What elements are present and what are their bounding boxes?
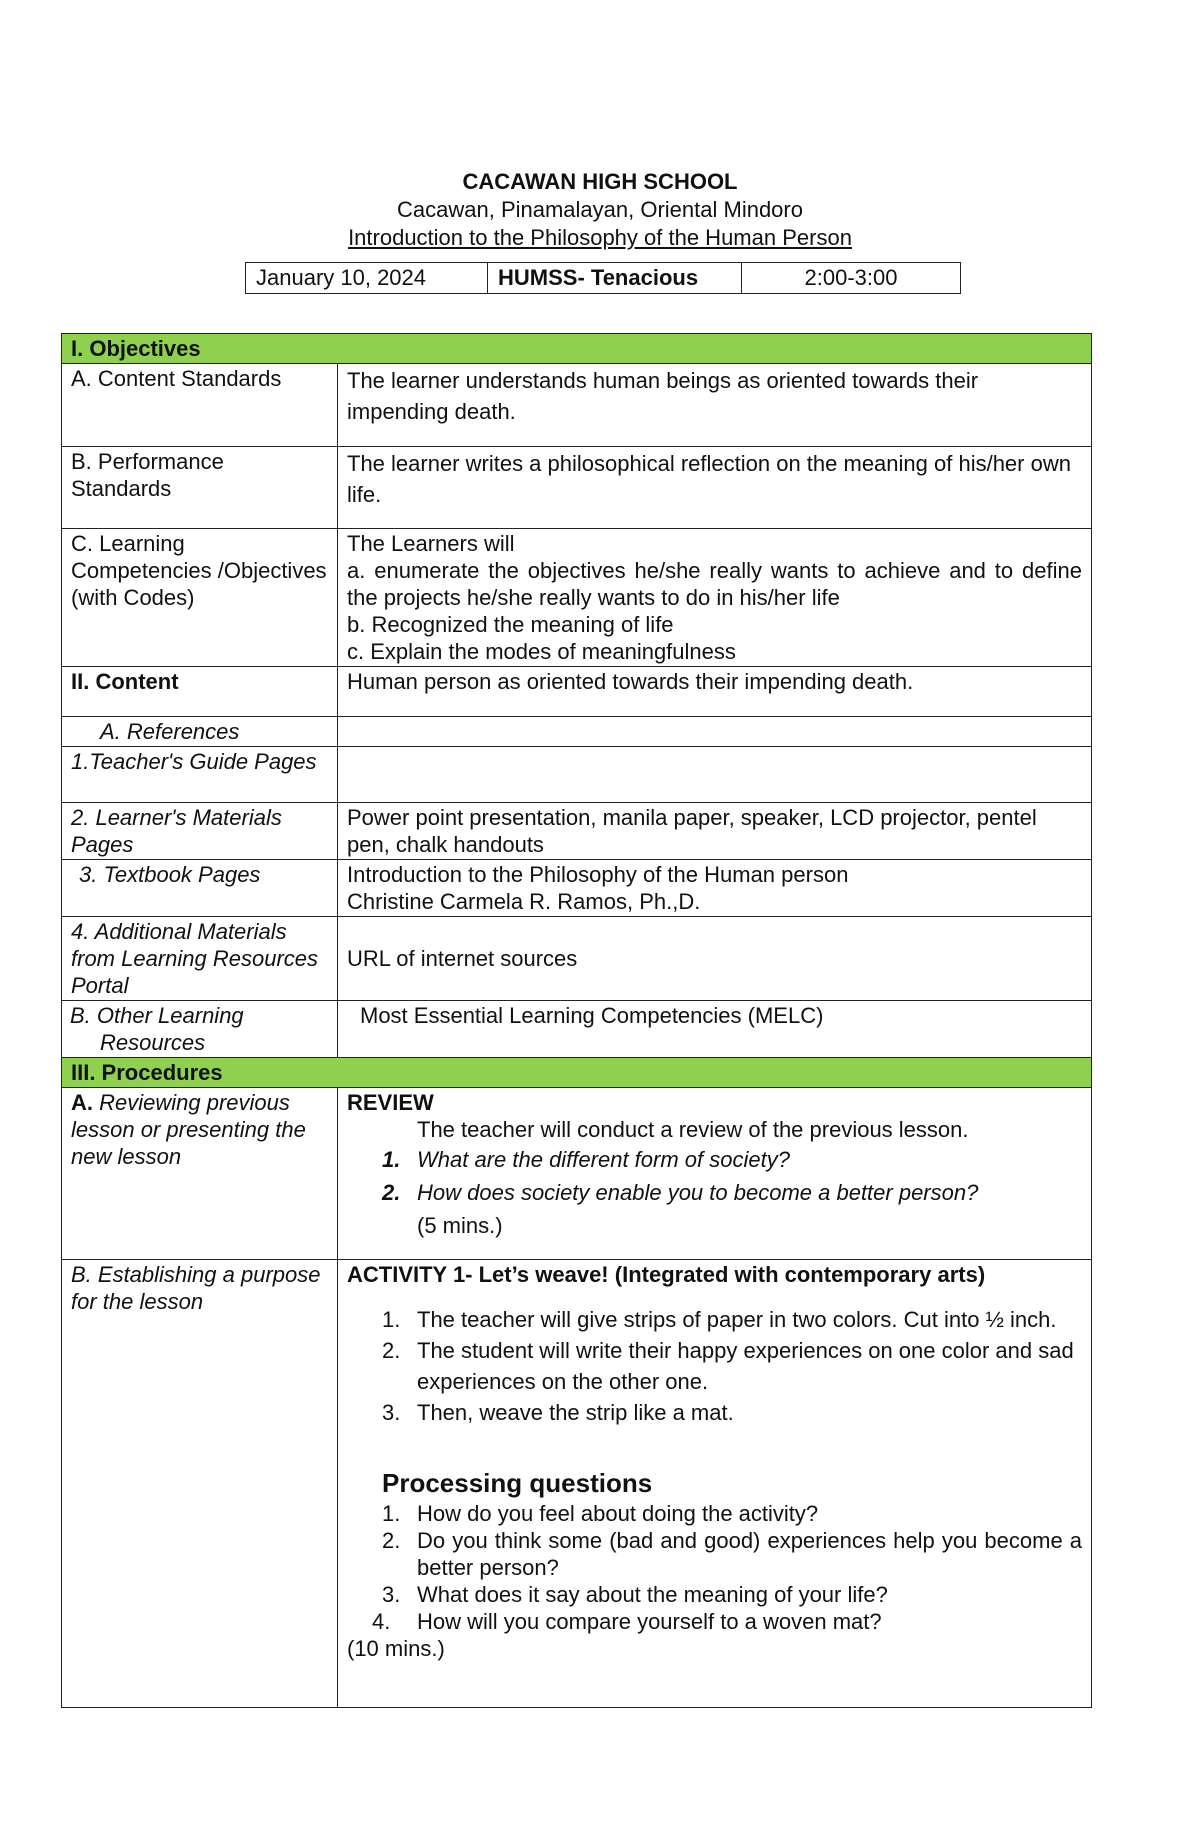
textbook-row bbox=[62, 860, 1092, 917]
activity-step bbox=[347, 1304, 1082, 1335]
question-text: Do you think some (bad and good) experiences help you become a better person? bbox=[417, 1528, 1082, 1580]
content-standards-text: The learner understands human beings as oriented towards their impending death. bbox=[338, 364, 1092, 447]
question-number: 2. bbox=[382, 1528, 401, 1553]
question-text: How do you feel about doing the activity? bbox=[417, 1501, 819, 1526]
competencies-label: C. Learning Competencies /Objectives (with Codes) bbox=[62, 529, 338, 667]
teachers-guide-label: 1.Teacher's Guide Pages bbox=[62, 747, 338, 803]
objectives-heading: I. Objectives bbox=[62, 334, 1092, 364]
processing-question bbox=[347, 1581, 1082, 1608]
school-address: Cacawan, Pinamalayan, Oriental Mindoro bbox=[397, 197, 803, 222]
question-text: What does it say about the meaning of your life? bbox=[417, 1582, 888, 1607]
review-question bbox=[347, 1176, 1082, 1209]
review-question-text: How does society enable you to become a better person? bbox=[417, 1180, 979, 1205]
activity-duration: (10 mins.) bbox=[347, 1636, 445, 1661]
references-empty bbox=[338, 717, 1092, 747]
review-question bbox=[347, 1143, 1082, 1176]
activity-steps bbox=[347, 1304, 1082, 1428]
review-label-letter: A. bbox=[71, 1090, 93, 1115]
performance-standards-text: The learner writes a philosophical reflection on the meaning of his/her own life. bbox=[338, 447, 1092, 529]
content-row bbox=[62, 667, 1092, 717]
learners-materials-label: 2. Learner's Materials Pages bbox=[62, 803, 338, 860]
textbook-cell bbox=[338, 860, 1092, 917]
review-title: REVIEW bbox=[347, 1090, 434, 1115]
review-label-text: Reviewing previous lesson or presenting the new lesson bbox=[71, 1090, 306, 1169]
class-info-table bbox=[245, 262, 961, 294]
review-label bbox=[62, 1088, 338, 1260]
content-label: II. Content bbox=[62, 667, 338, 717]
school-name: CACAWAN HIGH SCHOOL bbox=[462, 169, 738, 194]
review-duration: (5 mins.) bbox=[417, 1213, 503, 1238]
review-question-number: 1. bbox=[382, 1147, 401, 1172]
step-number: 1. bbox=[382, 1307, 401, 1332]
teachers-guide-text bbox=[338, 747, 1092, 803]
procedures-heading-row bbox=[62, 1058, 1092, 1088]
processing-question bbox=[347, 1527, 1082, 1581]
processing-questions bbox=[347, 1500, 1082, 1635]
other-resources-text: Most Essential Learning Competencies (MELC) bbox=[338, 1001, 1092, 1058]
review-intro: The teacher will conduct a review of the previous lesson. bbox=[417, 1117, 969, 1142]
competencies-intro: The Learners will bbox=[347, 531, 515, 556]
other-resources-row bbox=[62, 1001, 1092, 1058]
step-number: 3. bbox=[382, 1400, 401, 1425]
review-question-number: 2. bbox=[382, 1180, 401, 1205]
purpose-label: B. Establishing a purpose for the lesson bbox=[62, 1260, 338, 1708]
performance-standards-label: B. Performance Standards bbox=[62, 447, 338, 529]
class-time: 2:00-3:00 bbox=[804, 265, 898, 290]
step-text: The student will write their happy experiences on one color and sad experiences on the other one. bbox=[417, 1338, 1074, 1394]
objectives-heading-row bbox=[62, 334, 1092, 364]
other-resources-label: B. Other Learning Resources bbox=[62, 1001, 338, 1058]
learners-materials-text: Power point presentation, manila paper, speaker, LCD projector, pentel pen, chalk handouts bbox=[338, 803, 1092, 860]
review-question-text: What are the different form of society? bbox=[417, 1147, 790, 1172]
competency-a: a. enumerate the objectives he/she really wants to achieve and to define the projects he/she really wants to do in his/her life bbox=[347, 558, 1082, 610]
learners-materials-row bbox=[62, 803, 1092, 860]
subject-title: Introduction to the Philosophy of the Human Person bbox=[348, 225, 852, 250]
question-number: 1. bbox=[382, 1501, 401, 1526]
question-number: 3. bbox=[382, 1582, 401, 1607]
teachers-guide-row bbox=[62, 747, 1092, 803]
additional-materials-row bbox=[62, 917, 1092, 1001]
processing-question bbox=[347, 1608, 1082, 1635]
purpose-cell bbox=[338, 1260, 1092, 1708]
purpose-row bbox=[62, 1260, 1092, 1708]
processing-question bbox=[347, 1500, 1082, 1527]
lesson-plan-table bbox=[61, 333, 1092, 1708]
additional-materials-label: 4. Additional Materials from Learning Resources Portal bbox=[62, 917, 338, 1001]
question-number: 4. bbox=[372, 1609, 391, 1634]
competencies-row bbox=[62, 529, 1092, 667]
activity-title: ACTIVITY 1- Let’s weave! (Integrated with contemporary arts) bbox=[347, 1262, 986, 1287]
textbook-title: Introduction to the Philosophy of the Human person bbox=[347, 862, 849, 887]
performance-standards-row bbox=[62, 447, 1092, 529]
processing-questions-title: Processing questions bbox=[382, 1468, 653, 1498]
step-number: 2. bbox=[382, 1338, 401, 1363]
competencies-cell bbox=[338, 529, 1092, 667]
lesson-date: January 10, 2024 bbox=[246, 263, 488, 293]
step-text: The teacher will give strips of paper in two colors. Cut into ½ inch. bbox=[417, 1307, 1057, 1332]
review-question-list bbox=[347, 1143, 1082, 1209]
question-text: How will you compare yourself to a woven mat? bbox=[417, 1609, 882, 1634]
document-header bbox=[0, 168, 1200, 252]
step-text: Then, weave the strip like a mat. bbox=[417, 1400, 734, 1425]
additional-materials-text: URL of internet sources bbox=[338, 917, 1092, 1001]
procedures-heading: III. Procedures bbox=[62, 1058, 1092, 1088]
review-row bbox=[62, 1088, 1092, 1260]
review-cell bbox=[338, 1088, 1092, 1260]
references-row bbox=[62, 717, 1092, 747]
activity-step bbox=[347, 1397, 1082, 1428]
references-label: A. References bbox=[62, 717, 338, 747]
class-section: HUMSS- Tenacious bbox=[488, 263, 742, 293]
textbook-author: Christine Carmela R. Ramos, Ph.,D. bbox=[347, 889, 701, 914]
content-standards-label: A. Content Standards bbox=[62, 364, 338, 447]
activity-step bbox=[347, 1335, 1082, 1397]
content-text: Human person as oriented towards their impending death. bbox=[338, 667, 1092, 717]
competency-b: b. Recognized the meaning of life bbox=[347, 612, 674, 637]
textbook-label: 3. Textbook Pages bbox=[62, 860, 338, 917]
competency-c: c. Explain the modes of meaningfulness bbox=[347, 639, 736, 664]
content-standards-row bbox=[62, 364, 1092, 447]
